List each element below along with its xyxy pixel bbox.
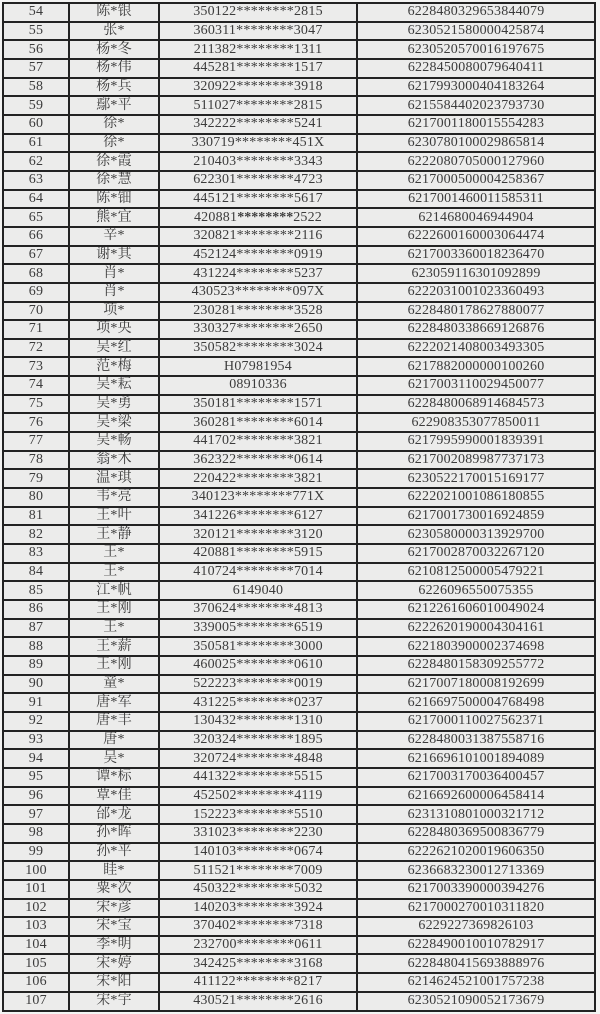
- account-number-cell: 6217000500004258367: [357, 171, 595, 190]
- masked-id-cell: 130432********1310: [159, 712, 357, 731]
- table-row: [3, 488, 595, 507]
- row-number-cell: 55: [3, 22, 69, 41]
- masked-name-cell: 范*梅: [69, 357, 159, 376]
- account-number-cell: 6210812500005479221: [357, 563, 595, 582]
- masked-id-cell: 430523********097X: [159, 283, 357, 302]
- row-number-cell: 84: [3, 563, 69, 582]
- masked-id-cell: 6149040: [159, 581, 357, 600]
- table-row: [3, 563, 595, 582]
- masked-name-cell: 王*: [69, 563, 159, 582]
- account-number-cell: 6217003360018236470: [357, 246, 595, 265]
- masked-name-cell: 徐*: [69, 115, 159, 134]
- masked-name-cell: 吴*畅: [69, 432, 159, 451]
- masked-id-cell: 350581********3000: [159, 637, 357, 656]
- row-number-cell: 85: [3, 581, 69, 600]
- account-number-cell: 6228450080079640411: [357, 59, 595, 78]
- row-number-cell: 79: [3, 469, 69, 488]
- table-row: [3, 357, 595, 376]
- table-row: [3, 190, 595, 209]
- masked-id-cell: 360311********3047: [159, 22, 357, 41]
- row-number-cell: 94: [3, 749, 69, 768]
- masked-id-cell: 339005********6519: [159, 619, 357, 638]
- table-row: [3, 525, 595, 544]
- row-number-cell: 59: [3, 96, 69, 115]
- row-number-cell: 60: [3, 115, 69, 134]
- account-number-cell: 6217003170036400457: [357, 768, 595, 787]
- masked-name-cell: 童*: [69, 675, 159, 694]
- table-row: [3, 413, 595, 432]
- masked-id-cell: 450322********5032: [159, 880, 357, 899]
- row-number-cell: 68: [3, 264, 69, 283]
- masked-id-cell: 522223********0019: [159, 675, 357, 694]
- masked-id-cell: 411122********8217: [159, 973, 357, 992]
- masked-name-cell: 眭*: [69, 861, 159, 880]
- account-number-cell: 6228490010010782917: [357, 936, 595, 955]
- row-number-cell: 90: [3, 675, 69, 694]
- masked-name-cell: 项*央: [69, 320, 159, 339]
- row-number-cell: 74: [3, 376, 69, 395]
- table-row: [3, 208, 595, 227]
- table-row: [3, 302, 595, 321]
- table-row: [3, 544, 595, 563]
- table-row: [3, 936, 595, 955]
- masked-name-cell: 鄢*平: [69, 96, 159, 115]
- row-number-cell: 96: [3, 787, 69, 806]
- masked-id-cell: 370624********4813: [159, 600, 357, 619]
- account-list-table: [2, 2, 596, 1012]
- masked-id-cell: 320121********3120: [159, 525, 357, 544]
- masked-name-cell: 陈*银: [69, 3, 159, 22]
- masked-name-cell: 吴*红: [69, 339, 159, 358]
- table-row: [3, 134, 595, 153]
- account-number-cell: 6230580000313929700: [357, 525, 595, 544]
- masked-name-cell: 王*叶: [69, 507, 159, 526]
- row-number-cell: 64: [3, 190, 69, 209]
- masked-id-cell: 360281********6014: [159, 413, 357, 432]
- account-number-cell: 6217002089987737173: [357, 451, 595, 470]
- masked-id-cell: 350181********1571: [159, 395, 357, 414]
- table-row: [3, 376, 595, 395]
- masked-name-cell: 唐*军: [69, 693, 159, 712]
- row-number-cell: 102: [3, 899, 69, 918]
- masked-name-cell: 吴*勇: [69, 395, 159, 414]
- row-number-cell: 93: [3, 731, 69, 750]
- account-number-cell: 6212261606010049024: [357, 600, 595, 619]
- masked-id-cell: 460025********0610: [159, 656, 357, 675]
- account-number-cell: 6217003110029450077: [357, 376, 595, 395]
- row-number-cell: 86: [3, 600, 69, 619]
- row-number-cell: 89: [3, 656, 69, 675]
- account-number-cell: 6222031001023360493: [357, 283, 595, 302]
- masked-id-cell: 320922********3918: [159, 78, 357, 97]
- row-number-cell: 107: [3, 992, 69, 1011]
- table-row: [3, 3, 595, 22]
- table-row: [3, 861, 595, 880]
- account-number-cell: 6228480068914684573: [357, 395, 595, 414]
- account-number-cell: 6214680046944904: [357, 208, 595, 227]
- account-number-cell: 6217995990001839391: [357, 432, 595, 451]
- table-row: [3, 675, 595, 694]
- row-number-cell: 81: [3, 507, 69, 526]
- masked-name-cell: 王*静: [69, 525, 159, 544]
- row-number-cell: 58: [3, 78, 69, 97]
- masked-name-cell: 徐*慧: [69, 171, 159, 190]
- table-row: [3, 227, 595, 246]
- table-row: [3, 843, 595, 862]
- masked-name-cell: 张*: [69, 22, 159, 41]
- masked-id-cell: H07981954: [159, 357, 357, 376]
- row-number-cell: 95: [3, 768, 69, 787]
- account-number-cell: 6228480178627880077: [357, 302, 595, 321]
- row-number-cell: 100: [3, 861, 69, 880]
- masked-name-cell: 肖*: [69, 264, 159, 283]
- row-number-cell: 88: [3, 637, 69, 656]
- table-row: [3, 451, 595, 470]
- table-row: [3, 395, 595, 414]
- masked-id-cell: 622301********4723: [159, 171, 357, 190]
- masked-name-cell: 江*帆: [69, 581, 159, 600]
- masked-name-cell: 王*刚: [69, 656, 159, 675]
- table-row: [3, 619, 595, 638]
- table-row: [3, 96, 595, 115]
- table-row: [3, 712, 595, 731]
- masked-name-cell: 宋*阳: [69, 973, 159, 992]
- row-number-cell: 65: [3, 208, 69, 227]
- table-row: [3, 264, 595, 283]
- account-number-cell: 6222620190004304161: [357, 619, 595, 638]
- account-number-cell: 6221803900002374698: [357, 637, 595, 656]
- account-number-cell: 6217003390000394276: [357, 880, 595, 899]
- row-number-cell: 87: [3, 619, 69, 638]
- account-number-cell: 6231310801000321712: [357, 805, 595, 824]
- masked-id-cell: 430521********2616: [159, 992, 357, 1011]
- masked-id-cell: 370402********7318: [159, 917, 357, 936]
- account-number-cell: 6228480329653844079: [357, 3, 595, 22]
- masked-id-cell: 431224********5237: [159, 264, 357, 283]
- row-number-cell: 98: [3, 824, 69, 843]
- masked-id-cell: 340123********771X: [159, 488, 357, 507]
- table-row: [3, 693, 595, 712]
- account-number-cell: 6217001730016924859: [357, 507, 595, 526]
- masked-id-cell: 331023********2230: [159, 824, 357, 843]
- masked-id-cell: 511521********7009: [159, 861, 357, 880]
- masked-id-cell: 152223********5510: [159, 805, 357, 824]
- account-number-cell: 6217007180008192699: [357, 675, 595, 694]
- row-number-cell: 103: [3, 917, 69, 936]
- masked-name-cell: 熊*宜: [69, 208, 159, 227]
- masked-name-cell: 谢*其: [69, 246, 159, 265]
- masked-name-cell: 吴*耘: [69, 376, 159, 395]
- masked-id-cell: 140203********3924: [159, 899, 357, 918]
- table-row: [3, 78, 595, 97]
- table-row: [3, 152, 595, 171]
- table-row: [3, 731, 595, 750]
- account-number-cell: 6230520570016197675: [357, 40, 595, 59]
- row-number-cell: 76: [3, 413, 69, 432]
- account-number-cell: 6228480415693888976: [357, 954, 595, 973]
- masked-name-cell: 吴*: [69, 749, 159, 768]
- account-number-cell: 6217000110027562371: [357, 712, 595, 731]
- table-row: [3, 115, 595, 134]
- table-row: [3, 283, 595, 302]
- table-row: [3, 246, 595, 265]
- row-number-cell: 63: [3, 171, 69, 190]
- account-number-cell: 6228480158309255772: [357, 656, 595, 675]
- masked-name-cell: 唐*丰: [69, 712, 159, 731]
- masked-name-cell: 辛*: [69, 227, 159, 246]
- table-row: [3, 59, 595, 78]
- table-row: [3, 339, 595, 358]
- row-number-cell: 75: [3, 395, 69, 414]
- row-number-cell: 99: [3, 843, 69, 862]
- row-number-cell: 73: [3, 357, 69, 376]
- table-row: [3, 581, 595, 600]
- masked-id-cell: 445281********1517: [159, 59, 357, 78]
- account-number-cell: 6226096550075355: [357, 581, 595, 600]
- table-row: [3, 432, 595, 451]
- account-number-cell: 623059116301092899: [357, 264, 595, 283]
- account-number-cell: 6215584402023793730: [357, 96, 595, 115]
- masked-name-cell: 韦*亮: [69, 488, 159, 507]
- masked-id-cell: 452124********0919: [159, 246, 357, 265]
- table-row: [3, 320, 595, 339]
- table-row: [3, 507, 595, 526]
- account-number-cell: 6230522170015169177: [357, 469, 595, 488]
- masked-name-cell: 王*: [69, 619, 159, 638]
- account-number-cell: 6229227369826103: [357, 917, 595, 936]
- masked-name-cell: 王*刚: [69, 600, 159, 619]
- table-row: [3, 656, 595, 675]
- masked-id-cell: 210403********3343: [159, 152, 357, 171]
- masked-id-cell: 08910336: [159, 376, 357, 395]
- table-row: [3, 600, 595, 619]
- table-row: [3, 171, 595, 190]
- account-number-cell: 6216692600006458414: [357, 787, 595, 806]
- masked-name-cell: 孙*晖: [69, 824, 159, 843]
- masked-name-cell: 翁*木: [69, 451, 159, 470]
- masked-name-cell: 宋*宇: [69, 992, 159, 1011]
- masked-name-cell: 温*琪: [69, 469, 159, 488]
- masked-id-cell: 140103********0674: [159, 843, 357, 862]
- masked-name-cell: 孙*平: [69, 843, 159, 862]
- row-number-cell: 83: [3, 544, 69, 563]
- row-number-cell: 62: [3, 152, 69, 171]
- masked-id-cell: 342222********5241: [159, 115, 357, 134]
- row-number-cell: 77: [3, 432, 69, 451]
- table-row: [3, 954, 595, 973]
- masked-id-cell: 420881********5915: [159, 544, 357, 563]
- row-number-cell: 92: [3, 712, 69, 731]
- account-number-cell: 6230521090052173679: [357, 992, 595, 1011]
- masked-name-cell: 粟*次: [69, 880, 159, 899]
- masked-id-cell: 320821********2116: [159, 227, 357, 246]
- table-row: [3, 787, 595, 806]
- masked-id-cell: 441702********3821: [159, 432, 357, 451]
- masked-name-cell: 陈*钿: [69, 190, 159, 209]
- row-number-cell: 54: [3, 3, 69, 22]
- masked-name-cell: 宋*婷: [69, 954, 159, 973]
- account-number-cell: 6217001180015554283: [357, 115, 595, 134]
- masked-name-cell: 李*明: [69, 936, 159, 955]
- table-row: [3, 768, 595, 787]
- account-number-cell: 6228480338669126876: [357, 320, 595, 339]
- masked-id-cell: 350122********2815: [159, 3, 357, 22]
- account-number-cell: 6222080705000127960: [357, 152, 595, 171]
- masked-name-cell: 宋*宝: [69, 917, 159, 936]
- masked-name-cell: 杨*冬: [69, 40, 159, 59]
- masked-name-cell: 宋*彦: [69, 899, 159, 918]
- masked-name-cell: 王*薪: [69, 637, 159, 656]
- account-number-cell: 6217002870032267120: [357, 544, 595, 563]
- account-number-cell: 6230521580000425874: [357, 22, 595, 41]
- row-number-cell: 80: [3, 488, 69, 507]
- masked-id-cell: 342425********3168: [159, 954, 357, 973]
- row-number-cell: 67: [3, 246, 69, 265]
- masked-name-cell: 杨*兵: [69, 78, 159, 97]
- account-number-cell: 6230780100029865814: [357, 134, 595, 153]
- table-row: [3, 805, 595, 824]
- table-row: [3, 880, 595, 899]
- table-row: [3, 824, 595, 843]
- account-number-cell: 6216697500004768498: [357, 693, 595, 712]
- row-number-cell: 78: [3, 451, 69, 470]
- table-row: [3, 637, 595, 656]
- account-number-cell: 6217882000000100260: [357, 357, 595, 376]
- masked-name-cell: 覃*佳: [69, 787, 159, 806]
- masked-id-cell: 410724********7014: [159, 563, 357, 582]
- row-number-cell: 104: [3, 936, 69, 955]
- row-number-cell: 70: [3, 302, 69, 321]
- masked-id-cell: 441322********5515: [159, 768, 357, 787]
- row-number-cell: 69: [3, 283, 69, 302]
- table-body: [3, 3, 595, 1011]
- masked-name-cell: 谭*标: [69, 768, 159, 787]
- masked-id-cell: 341226********6127: [159, 507, 357, 526]
- account-number-cell: 6228480031387558716: [357, 731, 595, 750]
- masked-id-cell: 320324********1895: [159, 731, 357, 750]
- masked-name-cell: 吴*梁: [69, 413, 159, 432]
- account-number-cell: 6236683230012713369: [357, 861, 595, 880]
- account-number-cell: 6222600160003064474: [357, 227, 595, 246]
- masked-name-cell: 徐*霞: [69, 152, 159, 171]
- account-number-cell: 622908353077850011: [357, 413, 595, 432]
- table-row: [3, 899, 595, 918]
- account-number-cell: 6222621020019606350: [357, 843, 595, 862]
- masked-id-cell: 511027********2815: [159, 96, 357, 115]
- account-number-cell: 6222021001086180855: [357, 488, 595, 507]
- masked-name-cell: 肖*: [69, 283, 159, 302]
- row-number-cell: 72: [3, 339, 69, 358]
- masked-name-cell: 邰*龙: [69, 805, 159, 824]
- masked-id-cell: 452502********4119: [159, 787, 357, 806]
- table-row: [3, 469, 595, 488]
- masked-name-cell: 项*: [69, 302, 159, 321]
- row-number-cell: 56: [3, 40, 69, 59]
- table-row: [3, 40, 595, 59]
- row-number-cell: 91: [3, 693, 69, 712]
- row-number-cell: 106: [3, 973, 69, 992]
- masked-id-cell: 330719********451X: [159, 134, 357, 153]
- masked-name-cell: 杨*伟: [69, 59, 159, 78]
- masked-id-cell: 445121********5617: [159, 190, 357, 209]
- row-number-cell: 71: [3, 320, 69, 339]
- masked-id-cell: 330327********2650: [159, 320, 357, 339]
- account-number-cell: 6222021408003493305: [357, 339, 595, 358]
- row-number-cell: 57: [3, 59, 69, 78]
- masked-name-cell: 王*: [69, 544, 159, 563]
- account-number-cell: 6217993000404183264: [357, 78, 595, 97]
- masked-name-cell: 徐*: [69, 134, 159, 153]
- masked-name-cell: 唐*: [69, 731, 159, 750]
- table-row: [3, 973, 595, 992]
- masked-id-cell: 220422********3821: [159, 469, 357, 488]
- account-number-cell: 6217000270010311820: [357, 899, 595, 918]
- masked-id-cell: 232700********0611: [159, 936, 357, 955]
- masked-id-cell: 431225********0237: [159, 693, 357, 712]
- row-number-cell: 66: [3, 227, 69, 246]
- account-number-cell: 6217001460011585311: [357, 190, 595, 209]
- masked-id-cell: 211382********1311: [159, 40, 357, 59]
- table-row: [3, 992, 595, 1011]
- table-row: [3, 22, 595, 41]
- table-row: [3, 749, 595, 768]
- row-number-cell: 61: [3, 134, 69, 153]
- row-number-cell: 105: [3, 954, 69, 973]
- masked-id-cell: 420881********2522: [159, 208, 357, 227]
- account-number-cell: 6216696101001894089: [357, 749, 595, 768]
- account-number-cell: 6228480369500836779: [357, 824, 595, 843]
- masked-id-cell: 350582********3024: [159, 339, 357, 358]
- masked-id-cell: 320724********4848: [159, 749, 357, 768]
- account-number-cell: 6214624521001757238: [357, 973, 595, 992]
- row-number-cell: 101: [3, 880, 69, 899]
- row-number-cell: 82: [3, 525, 69, 544]
- masked-id-cell: 362322********0614: [159, 451, 357, 470]
- masked-id-cell: 230281********3528: [159, 302, 357, 321]
- table-row: [3, 917, 595, 936]
- row-number-cell: 97: [3, 805, 69, 824]
